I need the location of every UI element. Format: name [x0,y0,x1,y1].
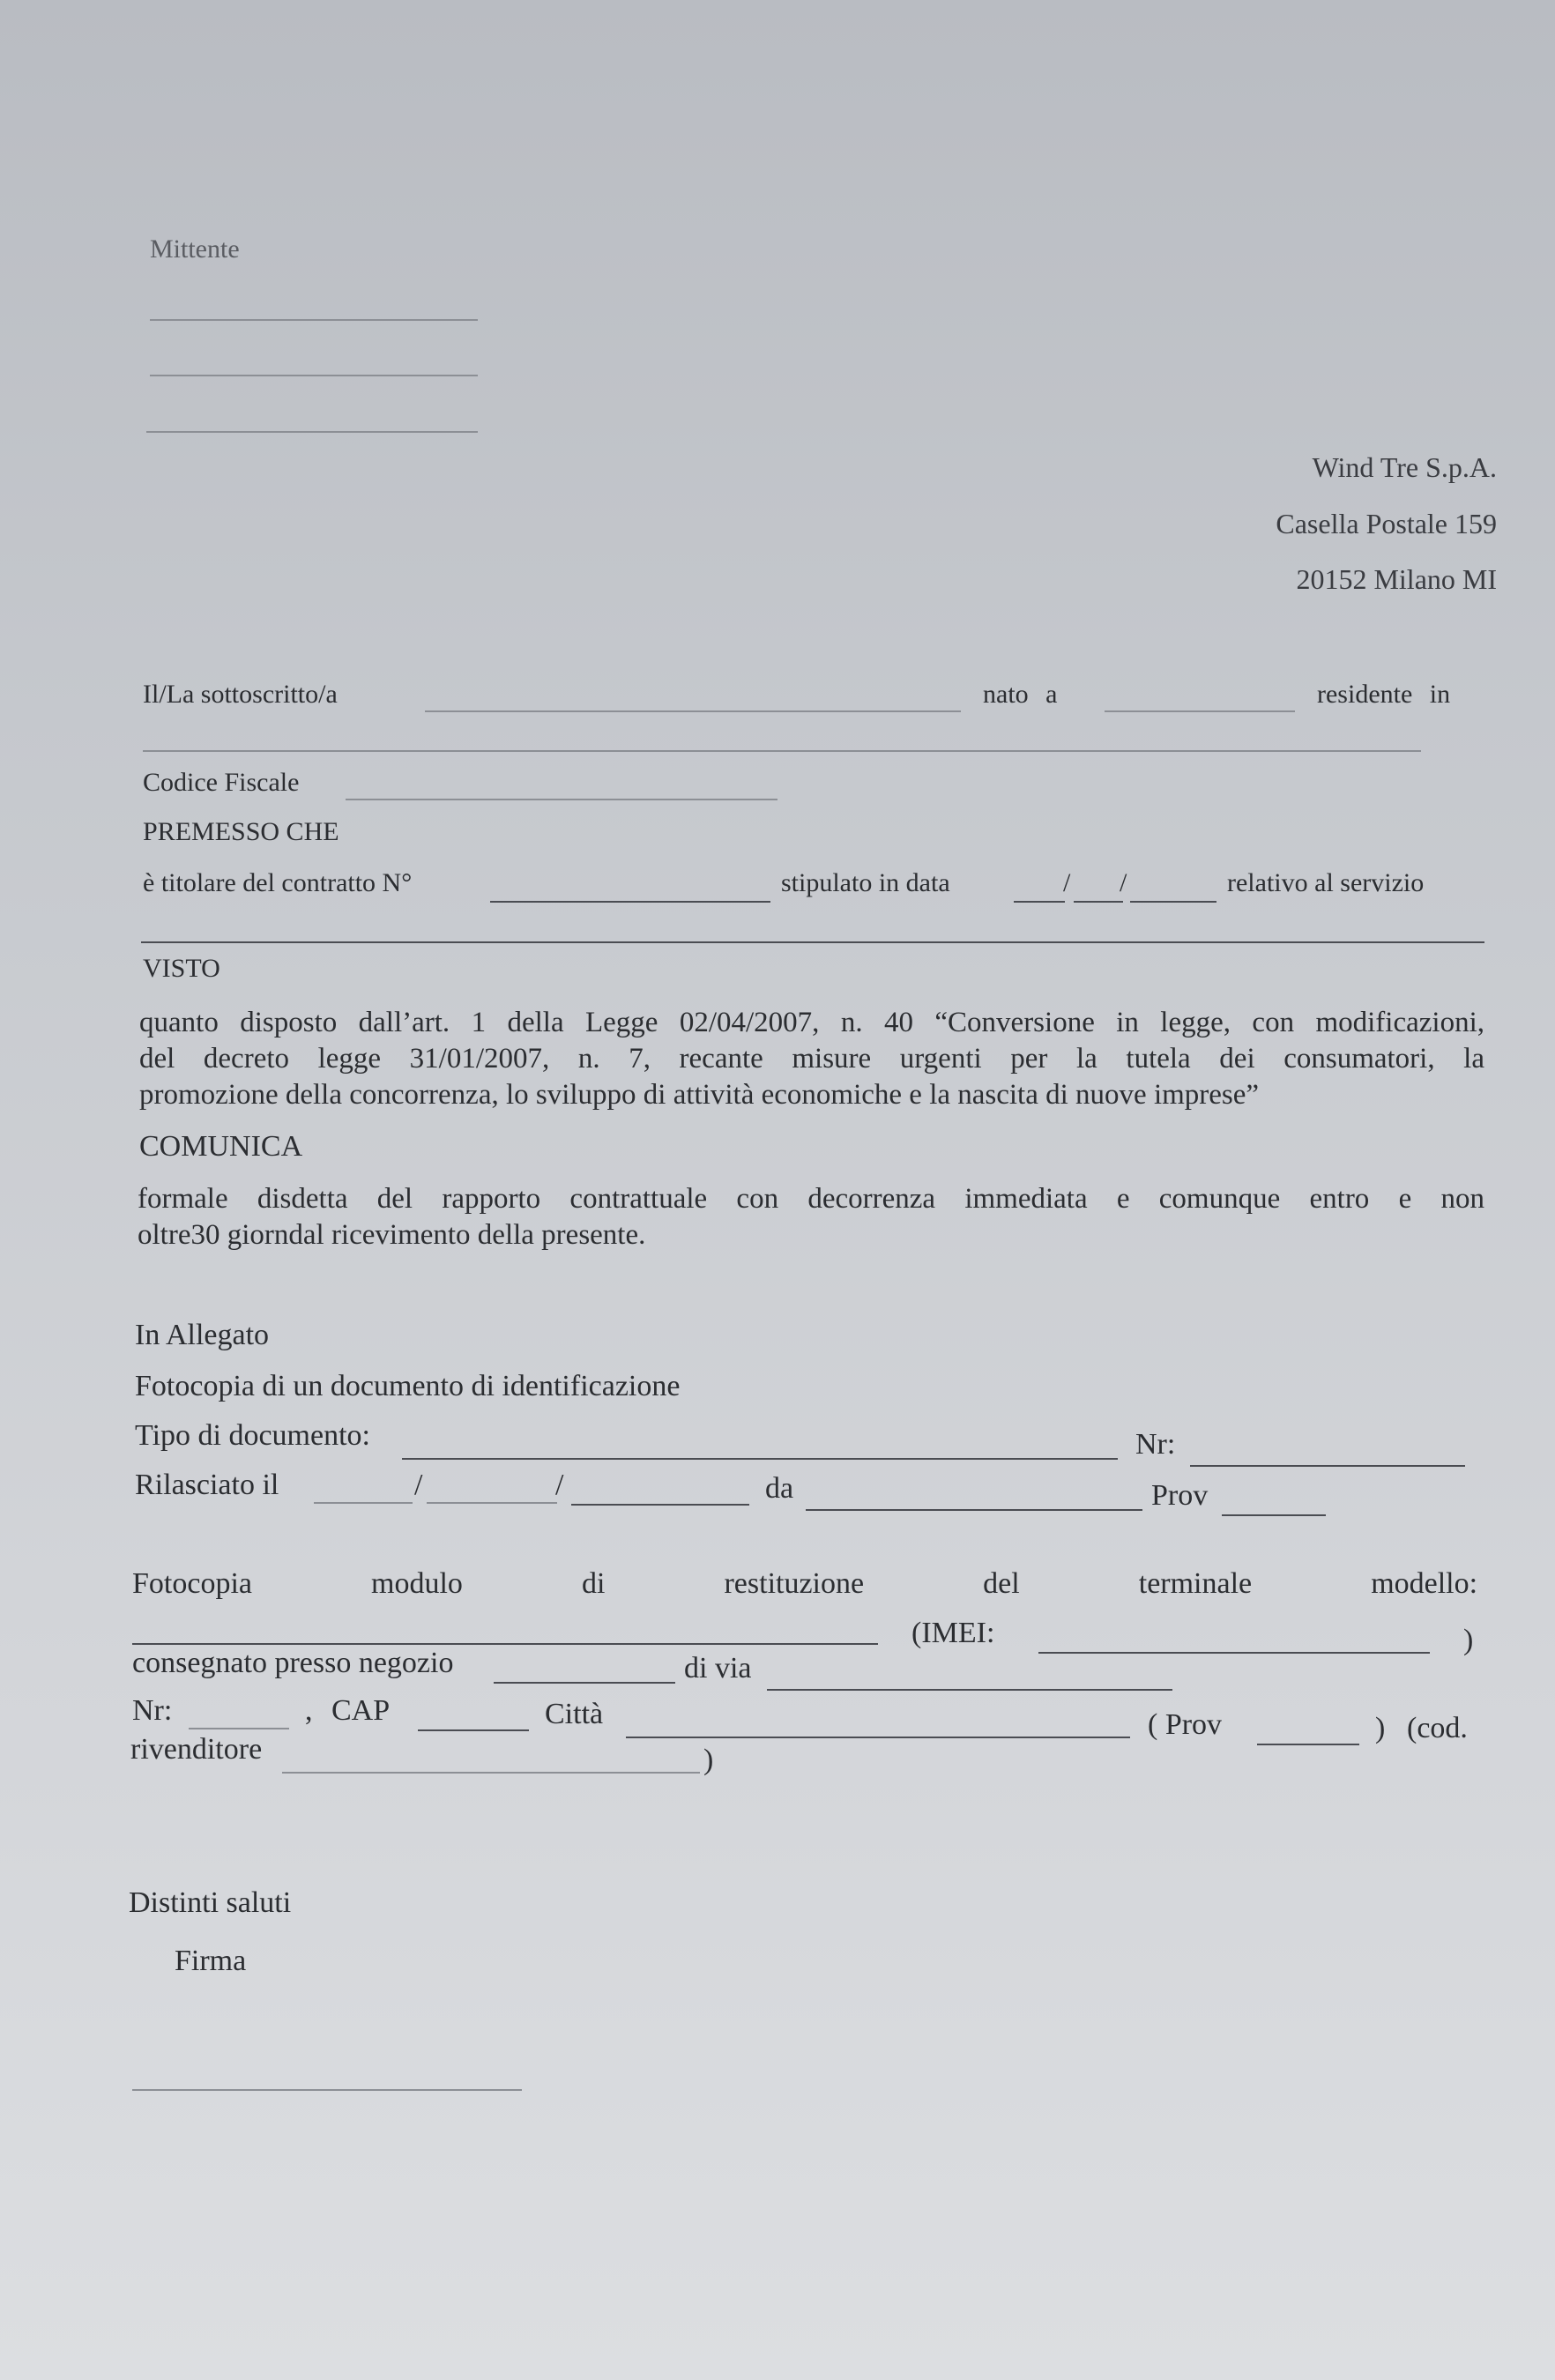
terminal-prov-field[interactable] [1257,1744,1359,1745]
undersigned-label: Il/La sottoscritto/a [143,680,338,709]
cap-field[interactable] [418,1729,529,1731]
terminal-word-5: del [983,1567,1020,1600]
recipient-po-box: Casella Postale 159 [1276,508,1497,539]
doc-nr-field[interactable] [1190,1465,1465,1467]
terminal-word-7: modello: [1371,1567,1478,1600]
issued-month-field[interactable] [427,1502,557,1504]
issued-year-field[interactable] [571,1504,749,1506]
terminal-model-field[interactable] [132,1643,878,1645]
resident-label: residente in [1317,680,1451,709]
terminal-word-3: di [581,1567,606,1600]
comunica-paragraph [138,1181,1484,1253]
city-field[interactable] [626,1737,1130,1738]
imei-close: ) [1463,1624,1474,1656]
service-field[interactable] [141,941,1484,943]
visto-line-2: del decreto legge 31/01/2007, n. 7, recante misure urgenti per la tutela dei consumatori, la [139,1043,1484,1075]
terminal-nr-comma: , [305,1694,313,1727]
terminal-word-2: modulo [371,1567,463,1600]
comunica-line-1: formale disdetta del rapporto contrattuale con decorrenza immediata e comunque entro e non [138,1183,1484,1215]
sender-label: Mittente [150,234,240,264]
terminal-word-6: terminale [1138,1567,1253,1600]
contract-number-field[interactable] [490,901,770,903]
fiscal-code-field[interactable] [346,799,778,800]
doc-type-label: Tipo di documento: [135,1419,370,1452]
stipulated-label: stipulato in data [781,868,950,897]
via-label: di via [684,1652,752,1685]
imei-field[interactable] [1038,1652,1430,1654]
delivered-label: consegnato presso negozio [132,1647,454,1679]
comunica-heading: COMUNICA [139,1130,303,1163]
store-field[interactable] [494,1682,675,1684]
city-label: Città [545,1698,604,1730]
terminal-prov-open: ( Prov [1148,1708,1223,1741]
dealer-field[interactable] [282,1772,700,1774]
issued-day-field[interactable] [314,1502,413,1504]
visto-line-1: quanto disposto dall’art. 1 della Legge 02/04/2007, n. 40 “Conversione in legge, con modificazioni, [139,1007,1484,1038]
terminal-nr-field[interactable] [189,1728,289,1729]
stipulated-date-separator-1: / [1063,868,1071,897]
issued-prov-label: Prov [1151,1479,1209,1512]
sender-line-1[interactable] [150,319,478,321]
residence-field[interactable] [143,750,1421,752]
terminal-word-4: restituzione [724,1567,865,1600]
recipient-company: Wind Tre S.p.A. [1312,451,1497,483]
cod-label: (cod. [1407,1712,1468,1744]
closing-greeting: Distinti saluti [129,1886,292,1919]
issued-label: Rilasciato il [135,1469,279,1501]
stipulated-day-field[interactable] [1014,901,1065,903]
comunica-line-2: oltre30 giorndal ricevimento della presente. [138,1219,646,1251]
issued-prov-field[interactable] [1222,1514,1326,1516]
terminal-prov-close: ) [1375,1712,1386,1744]
stipulated-date-separator-2: / [1120,868,1127,897]
undersigned-name-field[interactable] [425,710,961,712]
signature-label: Firma [175,1945,247,1977]
fiscal-code-label: Codice Fiscale [143,768,300,797]
signature-field[interactable] [132,2089,522,2091]
terminal-word-1: Fotocopia [132,1567,252,1600]
service-label: relativo al servizio [1227,868,1425,897]
via-field[interactable] [767,1689,1172,1691]
sender-line-2[interactable] [150,375,478,376]
visto-line-3: promozione della concorrenza, lo sviluppo di attività economiche e la nascita di nuove imprese” [139,1079,1260,1111]
dealer-close: ) [703,1744,714,1776]
visto-heading: VISTO [143,954,220,983]
sender-line-3[interactable] [146,431,478,433]
recipient-city: 20152 Milano MI [1296,563,1497,595]
stipulated-year-field[interactable] [1130,901,1216,903]
issued-by-label: da [765,1472,794,1505]
doc-type-field[interactable] [402,1458,1118,1460]
dealer-label: rivenditore [130,1733,263,1766]
issued-by-field[interactable] [806,1509,1142,1511]
issued-separator-1: / [414,1469,423,1501]
id-copy-label: Fotocopia di un documento di identificazione [135,1370,681,1402]
terminal-words-row [132,1569,1477,1599]
premise-heading: PREMESSO CHE [143,817,339,846]
cap-label: CAP [331,1694,391,1727]
birthplace-field[interactable] [1105,710,1295,712]
attachments-heading: In Allegato [135,1319,270,1351]
issued-separator-2: / [555,1469,564,1501]
visto-paragraph [139,1005,1484,1113]
doc-nr-label: Nr: [1135,1428,1176,1461]
imei-label: (IMEI: [911,1617,995,1649]
contract-label: è titolare del contratto N° [143,868,413,897]
stipulated-month-field[interactable] [1074,901,1123,903]
terminal-nr-label: Nr: [132,1694,173,1727]
born-label: nato a [983,680,1058,709]
